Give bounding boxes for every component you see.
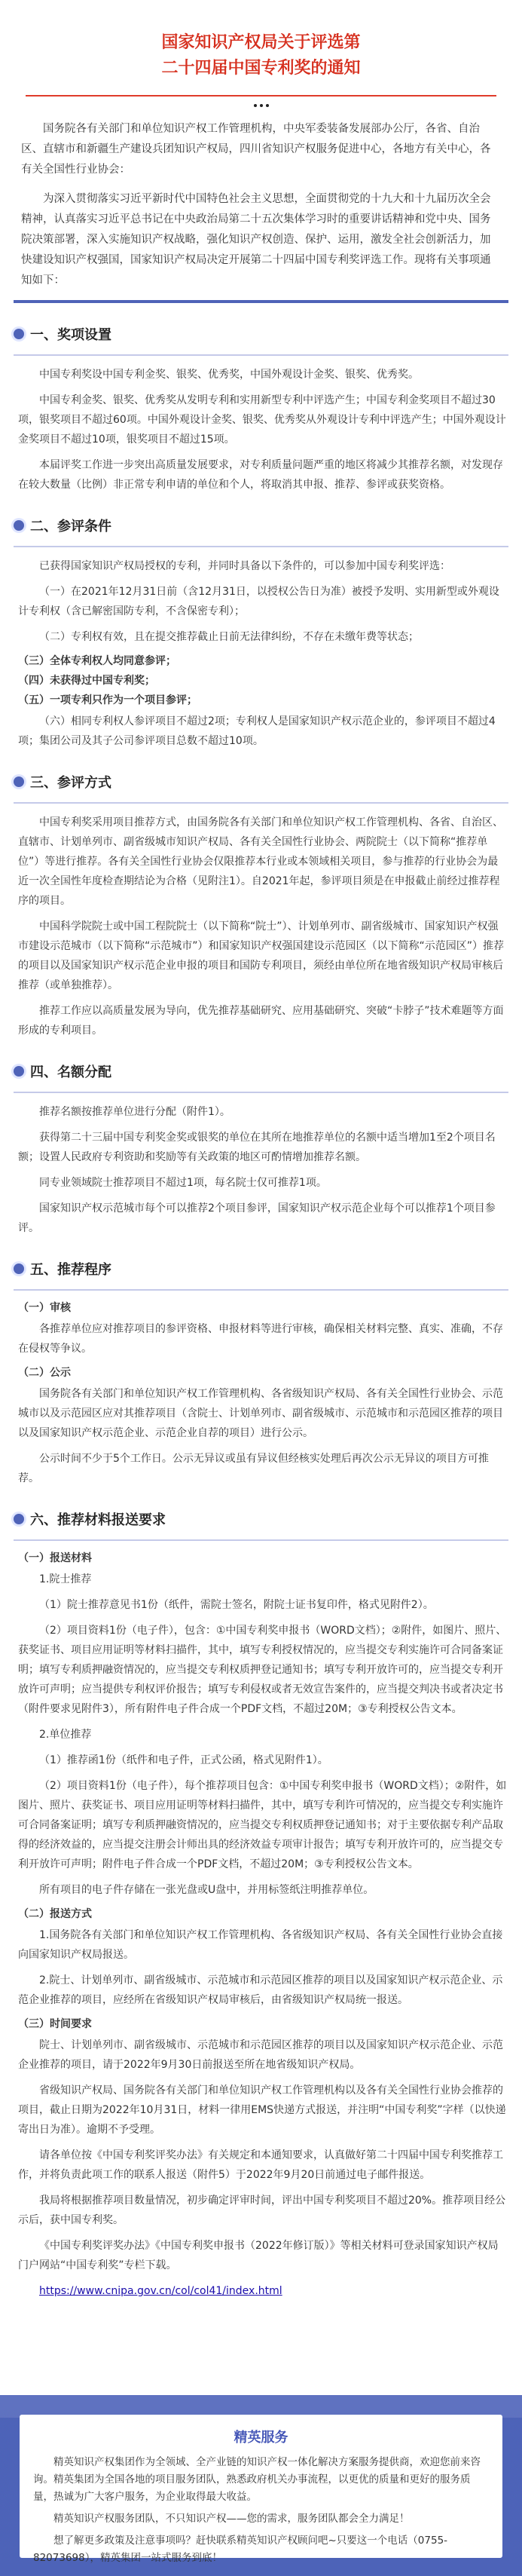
- footer-paragraph-2: 精英知识产权服务团队，不只知识产权——您的需求，服务团队都会全力满足！: [53, 2513, 410, 2525]
- section-head: [14, 516, 508, 535]
- section-icon: [14, 329, 24, 339]
- paragraph: 中国专利奖采用项目推荐方式，由国务院各有关部门和单位知识产权工作管理机构、各省、自治区、直辖市、计划单列市、副省级城市知识产权局、各有关全国性行业协会、两院院士（以下简称“推荐单位”）等进行推荐。各有关全国性行业协会仅限推荐本行业或本领域相关项目，参与推荐的行业协会为最近一次全国性年度检查期结论为合格（见附注1）。自2021年起，参评项目须是在申报截止前经过推荐程序的项目。: [18, 816, 503, 907]
- paragraph: 2.院士、计划单列市、副省级城市、示范城市和示范园区推荐的项目以及国家知识产权示范企业、示范企业推荐的项目，应经所在省级知识产权局审核后，由省级知识产权局统一报送。: [18, 1974, 503, 2006]
- paragraph: 已获得国家知识产权局授权的专利，并同时具备以下条件的，可以参加中国专利奖评选：: [39, 560, 450, 572]
- subheading: （三）全体专利权人均同意参评；: [18, 655, 176, 667]
- paragraph: 中国科学院院士或中国工程院院士（以下简称“院士”）、计划单列市、副省级城市、国家知识产权强市建设示范城市（以下简称“示范城市”）和国家知识产权强国建设示范园区（以下简称“示范园区”）推荐的项目以及国家知识产权示范企业申报的项目和国防专利项目，须经由单位所在地省级知识产权局审核后推荐（或单独推荐）。: [18, 920, 505, 991]
- paragraph: （二）专利权有效，且在提交推荐截止日前无法律纠纷，不存在未缴年费等状态；: [39, 631, 419, 643]
- section-icon: [14, 1066, 24, 1077]
- paragraph: 请各单位按《中国专利奖评奖办法》有关规定和本通知要求，认真做好第二十四届中国专利奖推荐工作，并将负责此项工作的联系人报送（附件5）于2022年9月20日前通过电子邮件报送。: [18, 2149, 503, 2181]
- paragraph[interactable]: https://www.cnipa.gov.cn/col/col41/index.html: [39, 2285, 282, 2297]
- paragraph: 2.单位推荐: [39, 1729, 92, 1741]
- section-title: 一、奖项设置: [30, 327, 111, 343]
- paragraph: （2）项目资料1份（电子件），包含：①中国专利奖申报书（WORD文档）；②附件，如图片、照片、获奖证书、项目应用证明等材料扫描件，其中，填写专利授权情况的，应当提交专利实施许可合同备案证明；填写专利质押融资情况的，应当提交专利权质押登记通知书；填写专利开放许可的，应当提交专利开放许可声明；应当提供专利权评价报告；填写专利侵权或者无效宣告案件的，应当提交判决书或者决定书（附件要求见附件3），所有附件电子件合成一个PDF文档，不超过20M；③专利授权公告文本。: [18, 1625, 507, 1715]
- paragraph: 中国专利金奖、银奖、优秀奖从发明专利和实用新型专利中评选产生；中国专利金奖项目不超过30项，银奖项目不超过60项。中国外观设计金奖、银奖、优秀奖从外观设计专利中评选产生；中国外观设计金奖项目不超过10项，银奖项目不超过15项。: [18, 394, 506, 446]
- paragraph: 获得第二十三届中国专利奖金奖或银奖的单位在其所在地推荐单位的名额中适当增加1至2个项目名额；设置人民政府专利资助和奖励等有关政策的地区可酌情增加推荐名额。: [18, 1132, 496, 1163]
- subheading: （三）时间要求: [18, 2018, 92, 2030]
- sections: [14, 324, 508, 2301]
- paragraph: （一）在2021年12月31日前（含12月31日，以授权公告日为准）被授予发明、实用新型或外观设计专利权（含已解密国防专利，不含保密专利）；: [18, 586, 499, 617]
- section-3: [14, 772, 508, 1040]
- footer-card: [20, 2415, 502, 2564]
- section-icon: [14, 1514, 24, 1524]
- paragraph: 省级知识产权局、国务院各有关部门和单位知识产权工作管理机构以及各有关全国性行业协会推荐的项目，截止日期为2022年10月31日，材料一律用EMS快递方式报送，并注明“中国专利奖”字样（以快递寄出日为准）。逾期不予受理。: [18, 2084, 506, 2136]
- footer-contact: 想了解更多政策及注意事项吗？赶快联系精英知识产权顾问吧~只要这一个电话（0755-82073698），精英集团一站式服务到底！: [33, 2535, 448, 2564]
- paragraph: （2）项目资料1份（电子件），每个推荐项目包含：①中国专利奖申报书（WORD文档）；②附件，如图片、照片、获奖证书、项目应用证明等材料扫描件，其中，填写专利许可情况的，应当提交专利实施许可合同备案证明；填写专利质押融资情况的，应当提交专利权质押登记通知书；对于主要依据专利产品取得的经济效益的，应当提交注册会计师出具的经济效益专项审计报告；填写专利开放许可的，应当提交专利开放许可声明；附件电子件合成一个PDF文档，不超过20M；③专利授权公告文本。: [18, 1780, 507, 1870]
- section-title: 六、推荐材料报送要求: [30, 1512, 166, 1528]
- decorative-dots: [14, 104, 508, 107]
- paragraph: 国家知识产权示范城市每个可以推荐2个项目参评，国家知识产权示范企业每个可以推荐1个项目参评。: [18, 1202, 496, 1234]
- paragraph: 国务院各有关部门和单位知识产权工作管理机构、各省级知识产权局、各有关全国性行业协会、示范城市以及示范园区应对其推荐项目（含院士、计划单列市、副省级城市、示范城市和示范园区推荐的项目以及国家知识产权示范企业、示范企业自荐的项目）进行公示。: [18, 1388, 503, 1439]
- footer-paragraph-1: 精英知识产权集团作为全领域、全产业链的知识产权一体化解决方案服务提供商，欢迎您前来咨询。精英集团为全国各地的项目服务团队，熟悉政府机关办事流程，以更优的质量和更好的服务质量，热诚为广大客户服务，为企业取得最大收益。: [33, 2456, 481, 2503]
- paragraph: 同专业领域院士推荐项目不超过1项，每名院士仅可推荐1项。: [39, 1177, 327, 1189]
- subheading: （五）一项专利只作为一个项目参评；: [18, 694, 197, 706]
- paragraph: （1）院士推荐意见书1份（纸件，需院士签名，附院士证书复印件，格式见附件2）。: [39, 1599, 434, 1611]
- paragraph: 我局将根据推荐项目数量情况，初步确定评审时间，评出中国专利奖项目不超过20%。推荐项目经公示后，获中国专利奖。: [18, 2195, 506, 2226]
- page-header: [14, 0, 508, 107]
- section-icon: [14, 776, 24, 787]
- section-line: [14, 1539, 508, 1541]
- paragraph: 推荐工作应以高质量发展为导向，优先推荐基础研究、应用基础研究、突破“卡脖子”技术难题等方面形成的专利项目。: [18, 1005, 504, 1037]
- paragraph: 1.国务院各有关部门和单位知识产权工作管理机构、各省级知识产权局、各有关全国性行业协会直接向国家知识产权局报送。: [18, 1929, 503, 1961]
- title-divider: [26, 95, 496, 96]
- paragraph: 《中国专利奖评奖办法》《中国专利奖申报书（2022年修订版）》等相关材料可登录国家知识产权局门户网站“中国专利奖”专栏下载。: [18, 2240, 499, 2271]
- section-icon: [14, 520, 24, 531]
- subheading: （二）公示: [18, 1367, 71, 1379]
- section-title: 四、名额分配: [30, 1064, 111, 1080]
- paragraph: 1.院士推荐: [39, 1573, 92, 1585]
- section-icon: [14, 1263, 24, 1274]
- section-divider: [14, 300, 508, 303]
- paragraph: 中国专利奖设中国专利金奖、银奖、优秀奖，中国外观设计金奖、银奖、优秀奖。: [39, 369, 419, 381]
- section-5: [14, 1259, 508, 1488]
- section-title: 三、参评方式: [30, 775, 111, 791]
- lead-paragraph-2: 为深入贯彻落实习近平新时代中国特色社会主义思想，全面贯彻党的十九大和十九届历次全会精神，认真落实习近平总书记在中央政治局第二十五次集体学习时的重要讲话精神和党中央、国务院决策部署，深入实施知识产权战略，强化知识产权创造、保护、运用，激发全社会创新活力，加快建设知识产权强国，国家知识产权局决定开展第二十四届中国专利奖评选工作。现将有关事项通知如下：: [21, 193, 491, 286]
- section-6: [14, 1509, 508, 2301]
- subheading: （一）报送材料: [18, 1552, 92, 1564]
- section-4: [14, 1061, 508, 1238]
- paragraph: 院士、计划单列市、副省级城市、示范城市和示范园区推荐的项目以及国家知识产权示范企业、示范企业推荐的项目，请于2022年9月30日前报送至所在地省级知识产权局。: [18, 2039, 503, 2071]
- section-2: [14, 516, 508, 751]
- footer-title: 精英服务: [234, 2430, 288, 2446]
- paragraph: 推荐名额按推荐单位进行分配（附件1）。: [39, 1106, 230, 1118]
- title-line-1: 国家知识产权局关于评选第: [161, 33, 361, 52]
- paragraph: 所有项目的电子件存储在一张光盘或U盘中，并用标签纸注明推荐单位。: [39, 1884, 374, 1896]
- section-line: [14, 802, 508, 804]
- paragraph: （六）相同专利权人参评项目不超过2项；专利权人是国家知识产权示范企业的，参评项目不超过4项；集团公司及其子公司参评项目总数不超过10项。: [18, 715, 496, 747]
- paragraph: （1）推荐函1份（纸件和电子件，正式公函，格式见附件1）。: [39, 1754, 328, 1766]
- section-head: [14, 1259, 508, 1279]
- section-1: [14, 324, 508, 495]
- section-head: [14, 324, 508, 344]
- lead-paragraph-1: 国务院各有关部门和单位知识产权工作管理机构，中央军委装备发展部办公厅，各省、自治区、直辖市和新疆生产建设兵团知识产权局，四川省知识产权服务促进中心，各地方有关中心，各有关全国性行业协会：: [21, 123, 491, 176]
- title-line-2: 二十四届中国专利奖的通知: [161, 59, 361, 78]
- section-line: [14, 1289, 508, 1291]
- section-title: 二、参评条件: [30, 519, 111, 534]
- section-line: [14, 354, 508, 356]
- subheading: （二）报送方式: [18, 1908, 92, 1920]
- section-title: 五、推荐程序: [30, 1262, 111, 1278]
- section-head: [14, 1061, 508, 1081]
- paragraph: 公示时间不少于5个工作日。公示无异议或虽有异议但经核实处理后再次公示无异议的项目方可推荐。: [18, 1453, 489, 1484]
- section-head: [14, 1509, 508, 1529]
- subheading: （四）未获得过中国专利奖；: [18, 675, 155, 687]
- section-line: [14, 1092, 508, 1093]
- paragraph: 本届评奖工作进一步突出高质量发展要求，对专利质量问题严重的地区将减少其推荐名额，对发现存在较大数量（比例）非正常专利申请的单位和个人，将取消其申报、推荐、参评或获奖资格。: [18, 459, 503, 491]
- section-line: [14, 546, 508, 547]
- subheading: （一）审核: [18, 1302, 71, 1314]
- paragraph: 各推荐单位应对推荐项目的参评资格、申报材料等进行审核，确保相关材料完整、真实、准确，不存在侵权等争议。: [18, 1323, 503, 1355]
- section-head: [14, 772, 508, 792]
